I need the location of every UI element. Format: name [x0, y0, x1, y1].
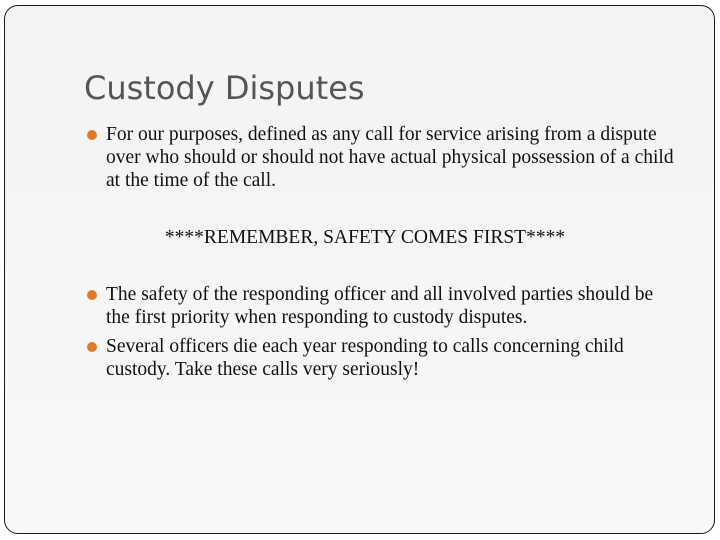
bullet-text: The safety of the responding officer and all involved parties should be the first priority when responding to custody disputes.	[106, 284, 654, 328]
bullet-item	[87, 283, 677, 329]
bullet-text: Several officers die each year responding to calls concerning child custody. Take these calls very seriously!	[106, 336, 624, 380]
slide-title: Custody Disputes	[84, 69, 365, 107]
bullet-icon	[87, 290, 97, 300]
bullet-icon	[87, 342, 97, 352]
bullet-item	[87, 123, 677, 192]
bullet-icon	[87, 130, 97, 140]
bullet-text: For our purposes, defined as any call for service arising from a dispute over who should or should not have actual physical possession of a child at the time of the call.	[106, 124, 674, 191]
slide	[4, 5, 715, 534]
safety-callout: ****REMEMBER, SAFETY COMES FIRST****	[164, 227, 566, 248]
bullet-item	[87, 335, 677, 381]
